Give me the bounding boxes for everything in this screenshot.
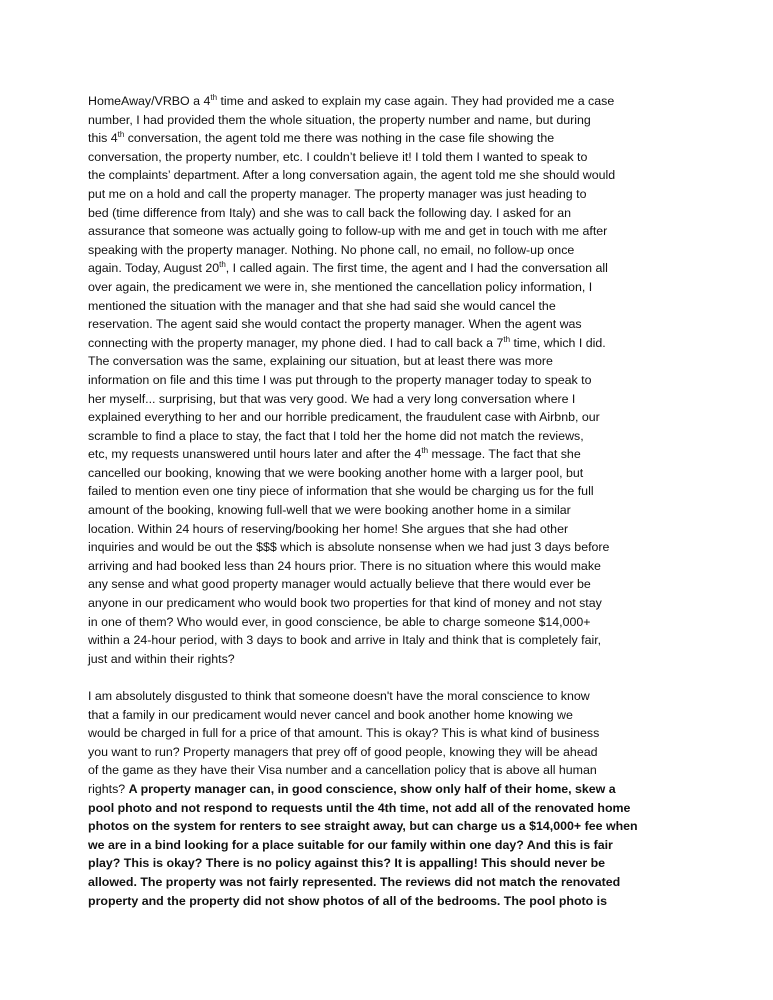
text-line [88, 743, 744, 762]
text-run: scramble to find a place to stay, the fact that I told her the home did not match the reviews, [88, 428, 584, 443]
text-run: put me on a hold and call the property manager. The property manager was just heading to [88, 186, 587, 201]
text-run: cancelled our booking, knowing that we were booking another home with a larger pool, but [88, 465, 584, 480]
text-line [88, 724, 744, 743]
text-line [88, 520, 744, 539]
text-run: HomeAway/VRBO a 4 [88, 94, 211, 108]
text-run: of the game as they have their Visa number and a cancellation policy that is above all human [88, 763, 597, 778]
bold-text-line: we are in a bind looking for a place suitable for our family within one day? And this is fair [88, 837, 613, 852]
text-run: bed (time difference from Italy) and she was to call back the following day. I asked for an [88, 205, 572, 220]
text-line [88, 538, 744, 557]
text-run: inquiries and would be out the $$$ which is absolute nonsense when we had just 3 days before [88, 540, 610, 555]
text-line [88, 297, 744, 316]
bold-text-line: pool photo and not respond to requests until the 4th time, not add all of the renovated home [88, 800, 631, 815]
text-line [88, 204, 744, 223]
bold-text-line: photos on the system for renters to see straight away, but can charge us a $14,000+ fee when [88, 819, 638, 834]
text-line [88, 148, 744, 167]
bold-text-line: property and the property did not show photos of all of the bedrooms. The pool photo is [88, 893, 608, 908]
text-line [88, 613, 744, 632]
text-line [88, 650, 744, 669]
text-run: I am absolutely disgusted to think that someone doesn't have the moral conscience to know [88, 689, 590, 703]
text-line [88, 371, 744, 390]
text-run: explained everything to her and our horrible predicament, the fraudulent case with Airbnb, our [88, 410, 600, 425]
text-line [88, 557, 744, 576]
text-line [88, 687, 744, 706]
paragraph-1 [88, 92, 744, 668]
superscript-ordinal: th [210, 93, 218, 102]
text-line [88, 334, 744, 353]
text-run: number, I had provided them the whole situation, the property number and name, but during [88, 112, 591, 127]
text-line [88, 427, 744, 446]
superscript-ordinal: th [503, 334, 511, 344]
text-line [88, 259, 744, 278]
text-run: location. Within 24 hours of reserving/booking her home! She argues that she had other [88, 521, 569, 536]
text-run: the complaints’ department. After a long conversation again, the agent told me she should would [88, 168, 616, 183]
text-line [88, 111, 744, 130]
text-line [88, 575, 744, 594]
text-run: , I called again. The first time, the agent and I had the conversation all [225, 261, 608, 276]
bold-text-line: play? This is okay? There is no policy against this? It is appalling! This should never be [88, 856, 606, 871]
text-run: assurance that someone was actually going to follow-up with me and get in touch with me after [88, 224, 608, 239]
text-run: failed to mention even one tiny piece of information that she would be charging us for the full [88, 484, 594, 499]
bold-text-run: A property manager can, in good conscience, show only half of their home, skew a [128, 781, 616, 796]
text-run: within a 24-hour period, with 3 days to book and arrive in Italy and think that is completely fair, [88, 633, 602, 648]
text-line [88, 166, 744, 185]
text-run: connecting with the property manager, my phone died. I had to call back a 7 [88, 335, 504, 350]
text-run: again. Today, August 20 [88, 261, 220, 276]
text-run: you want to run? Property managers that prey off of good people, knowing they will be ahead [88, 744, 598, 759]
paragraph-gap [88, 668, 744, 687]
text-run: time, which I did. [510, 335, 606, 350]
text-run: rights? [88, 781, 129, 796]
text-run: just and within their rights? [88, 651, 235, 666]
text-line [88, 241, 744, 260]
text-run: amount of the booking, knowing full-well that we were booking another home in a similar [88, 503, 571, 518]
text-run: mentioned the situation with the manager and that she had said she would cancel the [88, 298, 556, 313]
paragraph-2 [88, 687, 744, 910]
superscript-ordinal: th [219, 260, 226, 270]
text-run: conversation, the property number, etc. I couldn’t believe it! I told them I wanted to speak to [88, 149, 588, 164]
text-run: would be charged in full for a price of that amount. This is okay? This is what kind of business [88, 726, 600, 741]
text-line [88, 445, 744, 464]
text-run: message. The fact that she [428, 447, 581, 462]
superscript-ordinal: th [421, 446, 429, 456]
text-line [88, 464, 744, 483]
text-line [88, 631, 744, 650]
text-line [88, 482, 744, 501]
text-run: any sense and what good property manager would actually believe that there would ever be [88, 577, 591, 592]
text-line [88, 390, 744, 409]
text-line [88, 408, 744, 427]
text-line [88, 761, 744, 780]
text-run: The conversation was the same, explaining our situation, but at least there was more [88, 354, 553, 369]
text-run: conversation, the agent told me there was nothing in the case file showing the [124, 131, 555, 146]
text-run: her myself... surprising, but that was very good. We had a very long conversation where I [88, 391, 576, 406]
text-line [88, 315, 744, 334]
paragraph-2-normal-lines [88, 687, 744, 780]
text-run: arriving and had booked less than 24 hours prior. There is no situation where this would make [88, 558, 601, 573]
text-line [88, 92, 744, 111]
text-run: that a family in our predicament would never cancel and book another home knowing we [88, 707, 573, 722]
text-line [88, 706, 744, 725]
bold-text-line: allowed. The property was not fairly represented. The reviews did not match the renovated [88, 874, 621, 889]
text-line [88, 352, 744, 371]
text-line [88, 501, 744, 520]
text-line [88, 185, 744, 204]
document-body [88, 92, 744, 910]
text-run: this 4 [88, 131, 118, 146]
text-run: time and asked to explain my case again. They had provided me a case [217, 94, 615, 108]
text-run: anyone in our predicament who would book two properties for that kind of money and not stay [88, 596, 602, 611]
text-run: reservation. The agent said she would contact the property manager. When the agent was [88, 317, 582, 332]
text-run: information on file and this time I was put through to the property manager today to speak to [88, 372, 592, 387]
text-line [88, 780, 744, 799]
paragraph-2-bold-lines [88, 799, 744, 911]
text-line [88, 278, 744, 297]
text-run: over again, the predicament we were in, she mentioned the cancellation policy information, I [88, 279, 593, 294]
text-run: speaking with the property manager. Nothing. No phone call, no email, no follow-up once [88, 242, 575, 257]
text-run: etc, my requests unanswered until hours later and after the 4 [88, 447, 422, 462]
text-line [88, 129, 744, 148]
superscript-ordinal: th [117, 130, 125, 140]
text-line [88, 222, 744, 241]
text-line [88, 594, 744, 613]
text-run: in one of them? Who would ever, in good conscience, be able to charge someone $14,000+ [88, 614, 591, 629]
